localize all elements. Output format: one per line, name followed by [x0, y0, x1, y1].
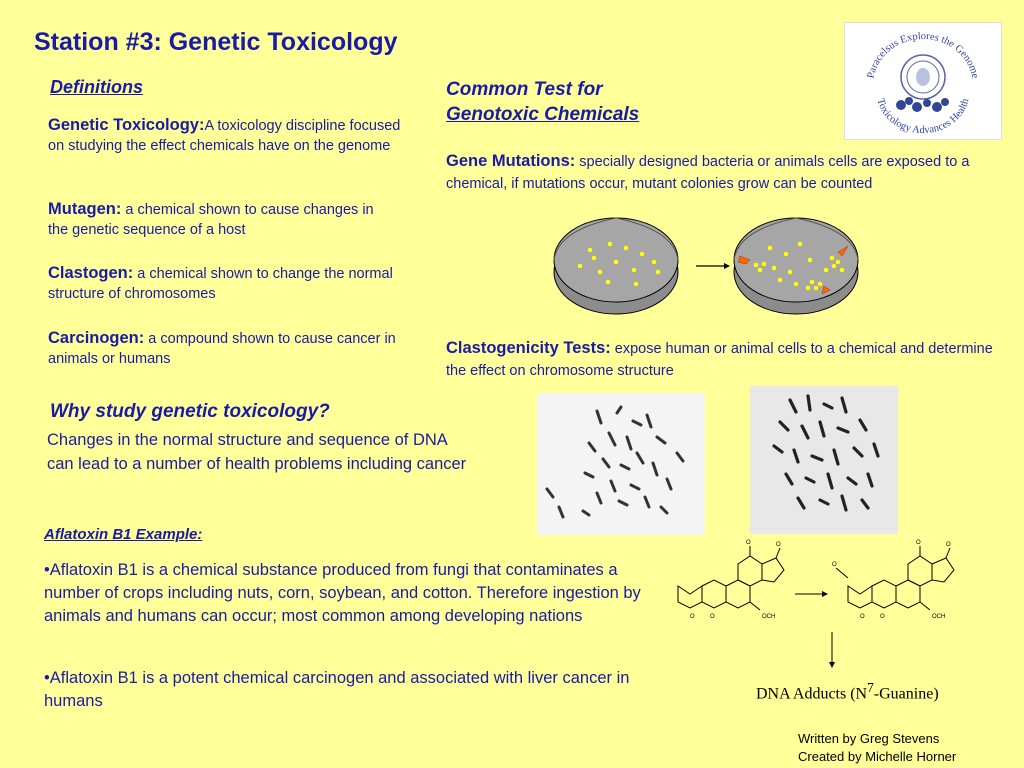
logo-graphic: [845, 23, 1001, 139]
arrow-icon: [696, 263, 730, 269]
dna-adducts-suffix: -Guanine): [873, 685, 939, 703]
credit-creator: Created by Michelle Horner: [798, 749, 957, 764]
tests-heading-line1: Common Test for: [446, 79, 603, 100]
chromosome-image-damaged: [750, 386, 898, 534]
clastogenicity-text: [446, 337, 996, 382]
definition-text: A toxicology discipline focused on studying the effect chemicals have on the genome: [48, 118, 401, 154]
svg-text:OCH: OCH: [762, 614, 776, 620]
gene-mutations-term: Gene Mutations:: [446, 152, 576, 170]
petri-dish-treated: [734, 218, 858, 314]
aflatoxin-structure-diagram: [660, 538, 1010, 668]
petri-dish-illustration: [550, 210, 870, 315]
svg-text:O: O: [776, 542, 781, 548]
definition-carcinogen: [48, 328, 408, 369]
dna-adducts-superscript: 7: [867, 680, 874, 695]
svg-text:O: O: [690, 614, 695, 620]
aflatoxin-epoxide-molecule: [836, 546, 954, 610]
definition-genetic-toxicology: [48, 115, 408, 156]
why-text: Changes in the normal structure and sequence of DNA can lead to a number of health problems including cancer: [47, 431, 467, 473]
reaction-arrow-icon: [795, 591, 828, 597]
clastogenicity-desc: expose human or animal cells to a chemical and determine the effect on chromosome structure: [446, 341, 993, 379]
definition-text: a compound shown to cause cancer in animals or humans: [48, 331, 396, 367]
definition-term: Clastogen:: [48, 264, 134, 282]
gene-mutations-desc: specially designed bacteria or animals cells are exposed to a chemical, if mutations occur, mutant colonies grow can be counted: [446, 154, 970, 192]
dna-adducts-prefix: DNA Adducts (N: [756, 685, 868, 703]
definition-term: Mutagen:: [48, 200, 122, 218]
paracelsus-logo: [844, 22, 1002, 140]
definition-mutagen: [48, 199, 388, 240]
svg-text:O: O: [746, 540, 751, 546]
gene-mutations-text: [446, 150, 986, 195]
svg-text:O: O: [710, 614, 715, 620]
svg-text:OCH: OCH: [932, 614, 946, 620]
aflatoxin-bullet-1: •Aflatoxin B1 is a chemical substance produced from fungi that contaminates a number of crops including nuts, corn, soybean, and cotton. Therefore ingestion by animals and humans can occur; most common among developing nations: [44, 561, 641, 625]
aflatoxin-bullet-2: •Aflatoxin B1 is a potent chemical carcinogen and associated with liver cancer in humans: [44, 669, 630, 710]
tests-heading-line2: Genotoxic Chemicals: [446, 104, 640, 125]
chromosome-image-normal: [537, 393, 705, 535]
logo-top-text: Paracelsus Explores the Genome: [865, 30, 981, 80]
definition-text: a chemical shown to cause changes in the genetic sequence of a host: [48, 202, 374, 238]
logo-bottom-text: Toxicology Advances Health: [874, 97, 972, 137]
svg-text:O: O: [916, 540, 921, 546]
definition-text: a chemical shown to change the normal structure of chromosomes: [48, 266, 393, 302]
clastogenicity-term: Clastogenicity Tests:: [446, 339, 611, 357]
aflatoxin-b1-molecule: [678, 546, 784, 610]
tests-heading: [446, 77, 639, 127]
svg-text:O: O: [832, 562, 837, 568]
dna-adducts-label: [756, 680, 939, 703]
definition-clastogen: [48, 263, 418, 304]
svg-text:O: O: [946, 542, 951, 548]
credit-writer: Written by Greg Stevens: [798, 731, 940, 746]
definition-term: Genetic Toxicology:: [48, 116, 205, 134]
page-title: Station #3: Genetic Toxicology: [34, 28, 398, 56]
svg-text:O: O: [860, 614, 865, 620]
definitions-heading: Definitions: [50, 77, 143, 97]
svg-text:O: O: [880, 614, 885, 620]
why-heading: Why study genetic toxicology?: [50, 401, 330, 422]
credits: [798, 730, 956, 766]
petri-dish-control: [554, 218, 678, 314]
down-arrow-icon: [829, 632, 835, 668]
aflatoxin-heading: Aflatoxin B1 Example:: [44, 526, 203, 543]
definition-term: Carcinogen:: [48, 329, 145, 347]
